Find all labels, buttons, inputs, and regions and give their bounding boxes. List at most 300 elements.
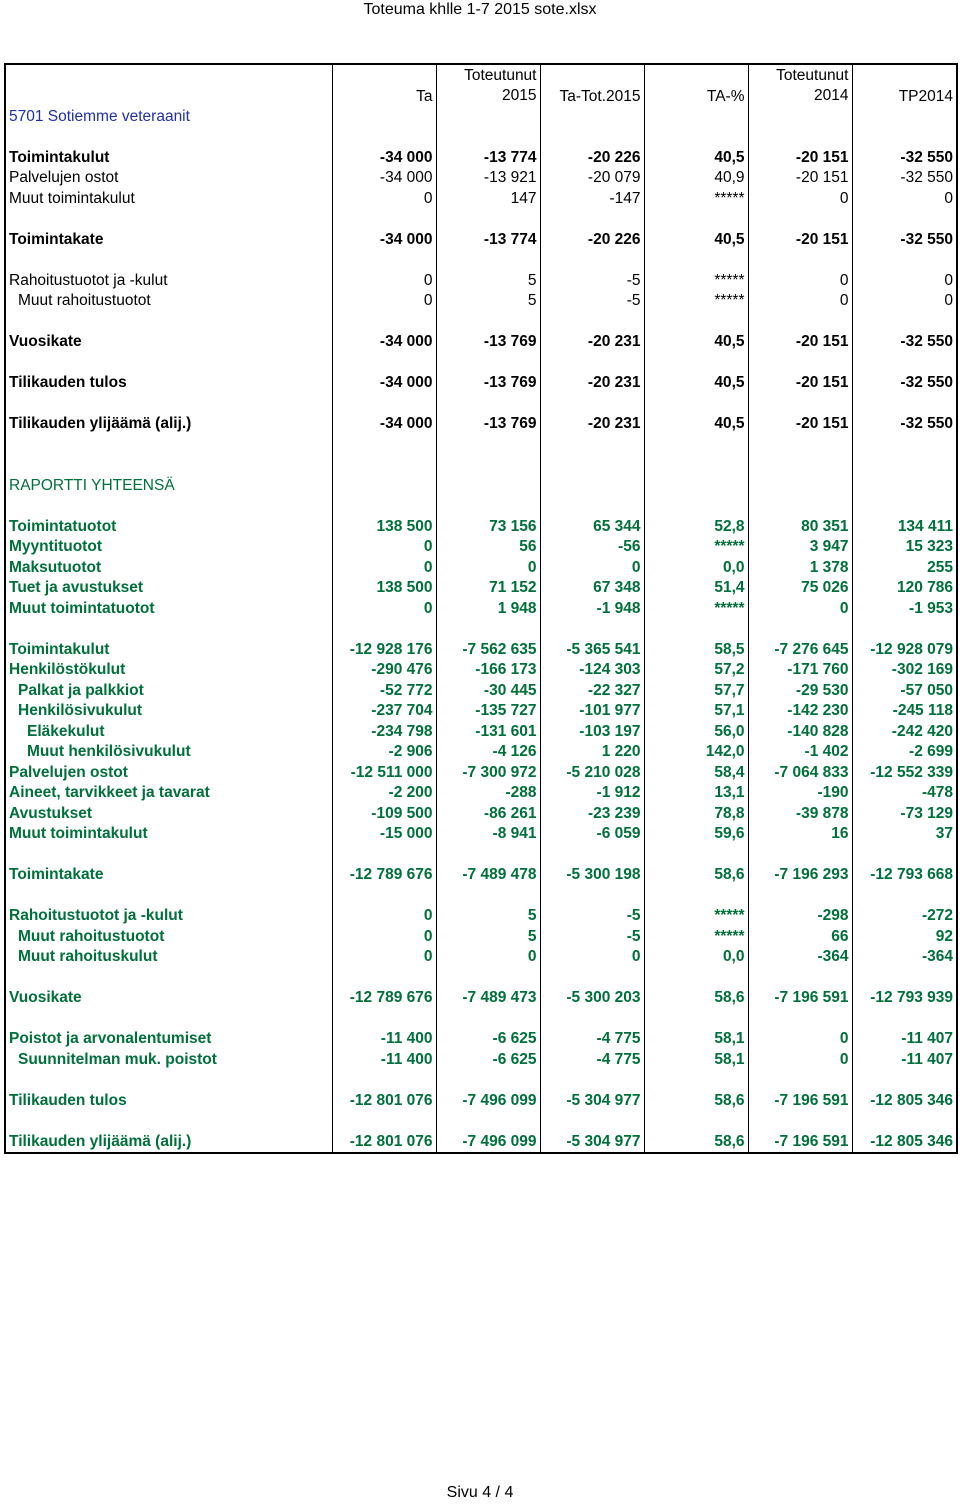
cell-tot2014: -171 760: [748, 660, 852, 681]
row-label: Tuet ja avustukset: [9, 579, 144, 597]
table-row: [6, 803, 956, 824]
cell-tot2014: -20 151: [748, 332, 852, 353]
cell-pct: *****: [644, 291, 748, 312]
cell-tot2015: 0: [436, 947, 540, 968]
cell-ta: -34 000: [332, 168, 436, 189]
cell-tp2014: 255: [852, 557, 956, 578]
cell-tp2014: -12 793 668: [852, 865, 956, 886]
cell-tot2014: 1 378: [748, 557, 852, 578]
cell-tp2014: -12 928 079: [852, 639, 956, 660]
cell-tot2015: -7 562 635: [436, 639, 540, 660]
cell-pct: 59,6: [644, 824, 748, 845]
row-label: Myyntituotot: [9, 538, 102, 556]
cell-tp2014: 92: [852, 926, 956, 947]
cell-pct: 78,8: [644, 803, 748, 824]
cell-diff: -5 365 541: [540, 639, 644, 660]
cell-tot2014: 0: [748, 598, 852, 619]
row-label: Rahoitustuotot ja -kulut: [9, 271, 168, 289]
cell-pct: 58,1: [644, 1049, 748, 1070]
cell-diff: -5 210 028: [540, 762, 644, 783]
row-label: Tilikauden ylijäämä (alij.): [9, 1132, 192, 1150]
cell-ta: 0: [332, 537, 436, 558]
spacer-row: [6, 127, 956, 148]
cell-tp2014: -478: [852, 783, 956, 804]
cell-tot2015: -86 261: [436, 803, 540, 824]
cell-tot2015: -7 496 099: [436, 1131, 540, 1152]
row-label: Toimintakulut: [9, 148, 110, 166]
cell-tot2014: -364: [748, 947, 852, 968]
cell-tot2015: -13 769: [436, 332, 540, 353]
spacer-row: [6, 619, 956, 640]
cell-pct: 56,0: [644, 721, 748, 742]
row-label: Henkilösivukulut: [18, 702, 143, 720]
table-row: [6, 516, 956, 537]
cell-tp2014: -302 169: [852, 660, 956, 681]
cell-tot2015: -7 496 099: [436, 1090, 540, 1111]
cell-diff: 0: [540, 557, 644, 578]
table-row: [6, 721, 956, 742]
cell-pct: 58,6: [644, 865, 748, 886]
cell-tp2014: -32 550: [852, 332, 956, 353]
cell-tot2015: 5: [436, 906, 540, 927]
cell-tp2014: 15 323: [852, 537, 956, 558]
cell-ta: -109 500: [332, 803, 436, 824]
cell-ta: -34 000: [332, 373, 436, 394]
table-row: [6, 742, 956, 763]
cell-tot2014: 75 026: [748, 578, 852, 599]
cell-ta: -15 000: [332, 824, 436, 845]
cell-diff: -147: [540, 188, 644, 209]
cell-tp2014: -32 550: [852, 147, 956, 168]
cell-diff: -1 912: [540, 783, 644, 804]
cell-ta: 0: [332, 270, 436, 291]
cell-diff: -23 239: [540, 803, 644, 824]
cell-tot2015: 5: [436, 270, 540, 291]
cell-tot2015: 0: [436, 557, 540, 578]
cell-diff: -5: [540, 291, 644, 312]
cell-ta: -11 400: [332, 1029, 436, 1050]
table-row: [6, 557, 956, 578]
row-label: Muut henkilösivukulut: [27, 743, 191, 761]
cell-tot2014: -20 151: [748, 229, 852, 250]
cell-tp2014: -32 550: [852, 414, 956, 435]
cell-tot2015: -6 625: [436, 1049, 540, 1070]
cell-tot2014: -1 402: [748, 742, 852, 763]
table-row: [6, 906, 956, 927]
cell-pct: *****: [644, 906, 748, 927]
cell-pct: 58,1: [644, 1029, 748, 1050]
table-row: [6, 988, 956, 1009]
cell-tot2015: -7 489 473: [436, 988, 540, 1009]
cell-pct: 52,8: [644, 516, 748, 537]
cell-tot2015: -8 941: [436, 824, 540, 845]
table-row: [6, 1090, 956, 1111]
cell-pct: *****: [644, 537, 748, 558]
col-header-tot2015-top: Toteutunut: [464, 67, 537, 84]
table-row: [6, 639, 956, 660]
table-row: [6, 824, 956, 845]
cell-pct: 58,4: [644, 762, 748, 783]
row-label: Muut rahoitustuotot: [18, 927, 165, 945]
cell-ta: -12 789 676: [332, 988, 436, 1009]
cell-tp2014: -245 118: [852, 701, 956, 722]
row-label: Palkat ja palkkiot: [18, 681, 144, 699]
table-row: [6, 332, 956, 353]
cell-tot2014: -190: [748, 783, 852, 804]
cell-tot2015: -13 769: [436, 414, 540, 435]
spacer-row: [6, 1008, 956, 1029]
page-footer: Sivu 4 / 4: [446, 1484, 514, 1501]
cell-pct: 0,0: [644, 557, 748, 578]
cell-tot2015: 73 156: [436, 516, 540, 537]
cell-diff: -5 300 198: [540, 865, 644, 886]
spacer-row: [6, 1111, 956, 1132]
cell-tot2015: -6 625: [436, 1029, 540, 1050]
cell-pct: 142,0: [644, 742, 748, 763]
row-label: Vuosikate: [9, 333, 82, 351]
cell-ta: -234 798: [332, 721, 436, 742]
cell-tot2014: -29 530: [748, 680, 852, 701]
cell-diff: -4 775: [540, 1029, 644, 1050]
cell-tot2014: -142 230: [748, 701, 852, 722]
table-row: [6, 1029, 956, 1050]
cell-tot2014: -7 196 591: [748, 1131, 852, 1152]
cell-pct: *****: [644, 188, 748, 209]
cell-pct: 58,5: [644, 639, 748, 660]
row-label: Aineet, tarvikkeet ja tavarat: [9, 784, 210, 802]
cell-ta: -34 000: [332, 147, 436, 168]
col-header-tot2014-bottom: 2014: [814, 87, 849, 104]
table-row: [6, 147, 956, 168]
cell-diff: -20 079: [540, 168, 644, 189]
row-label: Poistot ja arvonalentumiset: [9, 1030, 212, 1048]
row-label: Eläkekulut: [27, 722, 105, 740]
spacer-row: [6, 311, 956, 332]
cell-tot2015: 1 948: [436, 598, 540, 619]
cell-tot2014: 0: [748, 1049, 852, 1070]
cell-tot2014: -39 878: [748, 803, 852, 824]
spacer-row: [6, 434, 956, 455]
cell-pct: *****: [644, 270, 748, 291]
cell-pct: 51,4: [644, 578, 748, 599]
cell-tp2014: -57 050: [852, 680, 956, 701]
row-label: Muut rahoitustuotot: [18, 292, 151, 310]
cell-tot2014: -7 064 833: [748, 762, 852, 783]
table-row: [6, 537, 956, 558]
cell-tp2014: -12 793 939: [852, 988, 956, 1009]
cell-tot2014: 16: [748, 824, 852, 845]
table-row: [6, 229, 956, 250]
table-row: [6, 762, 956, 783]
cell-ta: 0: [332, 188, 436, 209]
cell-diff: -103 197: [540, 721, 644, 742]
cell-tot2015: 147: [436, 188, 540, 209]
cell-pct: 58,6: [644, 988, 748, 1009]
row-label: Toimintakate: [9, 866, 104, 884]
cell-pct: 13,1: [644, 783, 748, 804]
cell-diff: -20 226: [540, 229, 644, 250]
cell-pct: 40,5: [644, 229, 748, 250]
table-row: [6, 578, 956, 599]
row-label: Palvelujen ostot: [9, 763, 128, 781]
section-heading-row: [6, 475, 956, 496]
cell-tot2015: -288: [436, 783, 540, 804]
col-header-tot2014: [748, 65, 852, 106]
cell-ta: 138 500: [332, 516, 436, 537]
cell-tot2014: -7 196 591: [748, 1090, 852, 1111]
table-row: [6, 168, 956, 189]
unit-title: 5701 Sotiemme veteraanit: [9, 107, 190, 125]
table-row: [6, 783, 956, 804]
row-label: Rahoitustuotot ja -kulut: [9, 907, 183, 925]
col-header-tot2014-top: Toteutunut: [776, 67, 849, 84]
cell-diff: 0: [540, 947, 644, 968]
cell-pct: 58,6: [644, 1090, 748, 1111]
row-label: Tilikauden ylijäämä (alij.): [9, 415, 192, 433]
row-label: Vuosikate: [9, 989, 82, 1007]
cell-pct: 0,0: [644, 947, 748, 968]
cell-tp2014: -11 407: [852, 1029, 956, 1050]
col-header-tp2014: TP2014: [852, 65, 956, 106]
header-row-top: [6, 65, 956, 106]
cell-diff: -5 300 203: [540, 988, 644, 1009]
cell-ta: -237 704: [332, 701, 436, 722]
table-row: [6, 865, 956, 886]
cell-ta: -34 000: [332, 229, 436, 250]
cell-tot2015: -166 173: [436, 660, 540, 681]
cell-pct: 40,5: [644, 414, 748, 435]
table-row: [6, 926, 956, 947]
cell-tot2015: -7 489 478: [436, 865, 540, 886]
cell-tp2014: -242 420: [852, 721, 956, 742]
table-row: [6, 1049, 956, 1070]
cell-diff: -20 231: [540, 373, 644, 394]
row-label: Maksutuotot: [9, 558, 102, 576]
cell-tp2014: 0: [852, 270, 956, 291]
cell-diff: -1 948: [540, 598, 644, 619]
col-header-tot2015: [436, 65, 540, 106]
unit-title-row: [6, 106, 956, 127]
cell-diff: -20 226: [540, 147, 644, 168]
col-header-ta: Ta: [332, 65, 436, 106]
row-label: Muut toimintatuotot: [9, 599, 155, 617]
cell-diff: -124 303: [540, 660, 644, 681]
table-row: [6, 947, 956, 968]
row-label: Henkilöstökulut: [9, 661, 126, 679]
cell-tot2015: 5: [436, 291, 540, 312]
table-row: [6, 270, 956, 291]
cell-tot2014: 3 947: [748, 537, 852, 558]
cell-diff: 65 344: [540, 516, 644, 537]
cell-tp2014: -2 699: [852, 742, 956, 763]
report-table-frame: [4, 63, 958, 1154]
cell-tot2015: -30 445: [436, 680, 540, 701]
cell-tp2014: -364: [852, 947, 956, 968]
cell-tot2015: 5: [436, 926, 540, 947]
cell-ta: -2 906: [332, 742, 436, 763]
row-label: Muut toimintakulut: [9, 825, 148, 843]
spacer-row: [6, 393, 956, 414]
cell-tp2014: -12 552 339: [852, 762, 956, 783]
col-header-tot2015-bottom: 2015: [502, 87, 537, 104]
row-label: Toimintakulut: [9, 640, 110, 658]
cell-tp2014: 0: [852, 188, 956, 209]
cell-diff: -20 231: [540, 332, 644, 353]
cell-pct: 40,5: [644, 332, 748, 353]
cell-tot2014: -140 828: [748, 721, 852, 742]
table-row: [6, 373, 956, 394]
cell-diff: -22 327: [540, 680, 644, 701]
cell-diff: -20 231: [540, 414, 644, 435]
cell-diff: -4 775: [540, 1049, 644, 1070]
table-row: [6, 188, 956, 209]
cell-ta: 0: [332, 291, 436, 312]
table-row: [6, 680, 956, 701]
cell-pct: 58,6: [644, 1131, 748, 1152]
cell-tot2014: 0: [748, 1029, 852, 1050]
cell-tp2014: 120 786: [852, 578, 956, 599]
cell-ta: 0: [332, 557, 436, 578]
cell-diff: -5 304 977: [540, 1131, 644, 1152]
spacer-row: [6, 1070, 956, 1091]
spacer-row: [6, 967, 956, 988]
spacer-row: [6, 250, 956, 271]
row-label: Tilikauden tulos: [9, 374, 127, 392]
cell-tot2015: -13 774: [436, 147, 540, 168]
cell-ta: -290 476: [332, 660, 436, 681]
cell-tot2014: -20 151: [748, 373, 852, 394]
report-table: [6, 65, 956, 1152]
cell-tot2014: -20 151: [748, 168, 852, 189]
cell-tot2014: 80 351: [748, 516, 852, 537]
cell-tp2014: 134 411: [852, 516, 956, 537]
cell-tot2014: -7 196 293: [748, 865, 852, 886]
cell-diff: -5: [540, 270, 644, 291]
cell-diff: -6 059: [540, 824, 644, 845]
table-row: [6, 1131, 956, 1152]
header-spacer: [6, 65, 332, 106]
cell-pct: 40,9: [644, 168, 748, 189]
row-label: Suunnitelman muk. poistot: [18, 1050, 217, 1068]
cell-tot2015: 56: [436, 537, 540, 558]
cell-diff: 67 348: [540, 578, 644, 599]
cell-tot2014: -20 151: [748, 147, 852, 168]
cell-tot2014: 66: [748, 926, 852, 947]
cell-tot2014: -298: [748, 906, 852, 927]
cell-tp2014: 37: [852, 824, 956, 845]
cell-pct: *****: [644, 598, 748, 619]
cell-ta: 0: [332, 926, 436, 947]
cell-diff: 1 220: [540, 742, 644, 763]
col-header-pct: TA-%: [644, 65, 748, 106]
cell-tp2014: -11 407: [852, 1049, 956, 1070]
cell-ta: 0: [332, 947, 436, 968]
cell-ta: -52 772: [332, 680, 436, 701]
cell-ta: -34 000: [332, 332, 436, 353]
section-heading: RAPORTTI YHTEENSÄ: [9, 476, 175, 494]
cell-ta: -11 400: [332, 1049, 436, 1070]
cell-tot2015: -13 921: [436, 168, 540, 189]
cell-ta: -12 928 176: [332, 639, 436, 660]
row-label: Muut rahoituskulut: [18, 948, 158, 966]
spacer-row: [6, 844, 956, 865]
cell-diff: -5 304 977: [540, 1090, 644, 1111]
cell-pct: *****: [644, 926, 748, 947]
cell-pct: 57,7: [644, 680, 748, 701]
cell-tp2014: -32 550: [852, 373, 956, 394]
table-row: [6, 598, 956, 619]
cell-tp2014: -12 805 346: [852, 1090, 956, 1111]
table-row: [6, 291, 956, 312]
spacer-row: [6, 209, 956, 230]
cell-tp2014: 0: [852, 291, 956, 312]
row-label: Muut toimintakulut: [9, 189, 135, 207]
cell-tot2014: -7 196 591: [748, 988, 852, 1009]
cell-tot2015: -131 601: [436, 721, 540, 742]
cell-pct: 57,1: [644, 701, 748, 722]
cell-tp2014: -12 805 346: [852, 1131, 956, 1152]
row-label: Toimintakate: [9, 230, 104, 248]
cell-tot2015: -4 126: [436, 742, 540, 763]
cell-tot2014: -20 151: [748, 414, 852, 435]
cell-tp2014: -73 129: [852, 803, 956, 824]
report-body: [6, 65, 956, 1152]
cell-tot2015: -7 300 972: [436, 762, 540, 783]
cell-ta: -12 511 000: [332, 762, 436, 783]
cell-ta: -12 789 676: [332, 865, 436, 886]
cell-tot2014: 0: [748, 270, 852, 291]
row-label: Avustukset: [9, 804, 92, 822]
spacer-row: [6, 455, 956, 476]
col-header-diff: Ta-Tot.2015: [540, 65, 644, 106]
cell-ta: -12 801 076: [332, 1090, 436, 1111]
spacer-row: [6, 885, 956, 906]
cell-tot2015: 71 152: [436, 578, 540, 599]
cell-ta: -34 000: [332, 414, 436, 435]
table-row: [6, 414, 956, 435]
cell-tot2014: 0: [748, 291, 852, 312]
cell-diff: -5: [540, 906, 644, 927]
cell-pct: 40,5: [644, 147, 748, 168]
cell-pct: 57,2: [644, 660, 748, 681]
cell-tp2014: -32 550: [852, 168, 956, 189]
cell-diff: -5: [540, 926, 644, 947]
cell-tp2014: -32 550: [852, 229, 956, 250]
cell-pct: 40,5: [644, 373, 748, 394]
cell-tot2015: -135 727: [436, 701, 540, 722]
cell-ta: 138 500: [332, 578, 436, 599]
cell-diff: -101 977: [540, 701, 644, 722]
cell-tot2015: -13 769: [436, 373, 540, 394]
cell-ta: 0: [332, 598, 436, 619]
spacer-row: [6, 352, 956, 373]
row-label: Palvelujen ostot: [9, 169, 119, 187]
cell-ta: -12 801 076: [332, 1131, 436, 1152]
row-label: Toimintatuotot: [9, 517, 117, 535]
cell-ta: 0: [332, 906, 436, 927]
row-label: Tilikauden tulos: [9, 1091, 127, 1109]
cell-tot2014: 0: [748, 188, 852, 209]
cell-tot2015: -13 774: [436, 229, 540, 250]
cell-diff: -56: [540, 537, 644, 558]
cell-tp2014: -272: [852, 906, 956, 927]
cell-tp2014: -1 953: [852, 598, 956, 619]
table-row: [6, 701, 956, 722]
table-row: [6, 660, 956, 681]
document-title: Toteuma khlle 1-7 2015 sote.xlsx: [363, 1, 597, 18]
cell-ta: -2 200: [332, 783, 436, 804]
spacer-row: [6, 496, 956, 517]
